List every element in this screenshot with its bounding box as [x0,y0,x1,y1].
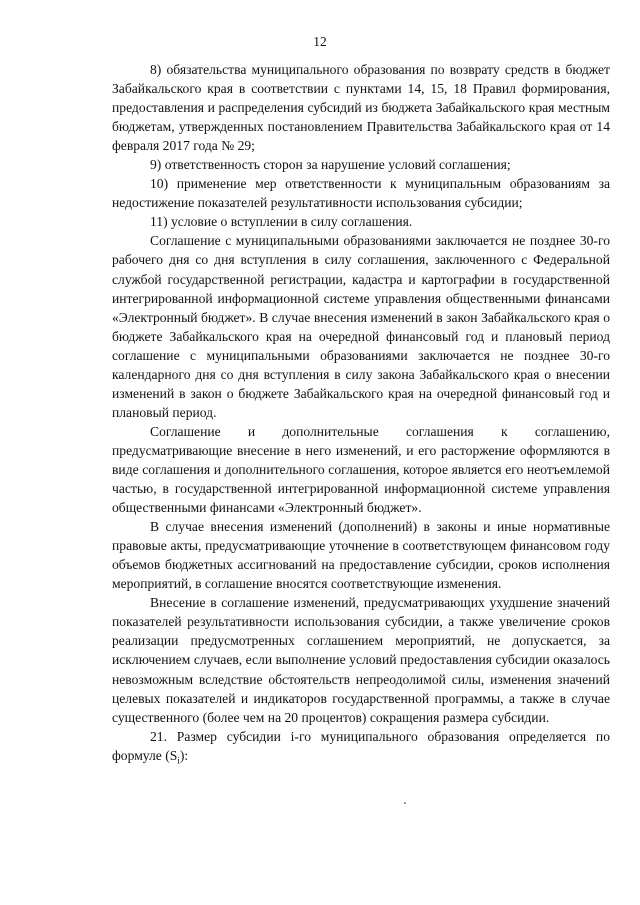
paragraph-item-11: 11) условие о вступлении в силу соглашения. [150,214,413,230]
page-number: 12 [313,34,327,49]
document-body [112,60,610,765]
paragraph-item-9: 9) ответственность сторон за нарушение условий соглашения; [150,157,511,173]
paragraph-agreement-deadline: Соглашение с муниципальными образованиями заключается не позднее 30-го рабочего дня со дня вступления в силу соглашения, заключенного с Федеральной службой государственной регистрации, кадастра и картографии в государственной интегрированной информационной системе управления общественными финансами «Электронный бюджет». В случае внесения изменений в закон Забайкальского края о бюджете Забайкальского края на очередной финансовый год и плановый период соглашение с муниципальными образованиями заключается не позднее 30-го календарного дня со дня вступления в силу закона Забайкальского края о внесении изменений в закон о бюджете Забайкальского края на очередной финансовый год и плановый период. [112,233,610,420]
paragraph-legal-changes: В случае внесения изменений (дополнений) в законы и иные нормативные правовые акты, предусматривающие уточнение в соответствующем финансовом году объемов бюджетных ассигнований на предоставление субсидии, сроков исполнения мероприятий, в соглашение вносятся соответствующие изменения. [112,519,610,592]
paragraph-item-10: 10) применение мер ответственности к муниципальным образованиям за недостижение показателей результативности использования субсидии; [112,176,610,211]
paragraph-amendment-restrictions: Внесение в соглашение изменений, предусматривающих ухудшение значений показателей результативности использования субсидии, а также увеличение сроков реализации предусмотренных соглашением мероприятий, не допускается, за исключением случаев, если выполнение условий предоставления субсидии оказалось невозможным вследствие обстоятельств непреодолимой силы, изменения значений целевых показателей и индикаторов государственной программы, а также в случае существенного (более чем на 20 процентов) сокращения размера субсидии. [112,595,610,725]
scan-dot [404,802,406,804]
paragraph-item-8: 8) обязательства муниципального образования по возврату средств в бюджет Забайкальского края в соответствии с пунктами 14, 15, 18 Правил формирования, предоставления и распределения субсидий из бюджета Забайкальского края местным бюджетам, утвержденных постановлением Правительства Забайкальского края от 14 февраля 2017 года № 29; [112,62,610,154]
formula-tail: ): [179,747,189,763]
paragraph-additional-agreements: Соглашение и дополнительные соглашения к соглашению, предусматривающие внесение в него изменений, и его расторжение оформляются в виде соглашения и дополнительного соглашения, которое является его неотъемлемой частью, в государственной интегрированной информационной системе управления общественными финансами «Электронный бюджет». [112,423,610,516]
formula-subscript: i [177,755,180,766]
formula-intro: 21. Размер субсидии i-го муниципального образования определяется по формуле (S [112,728,610,763]
paragraph-subsidy-formula [112,727,610,765]
